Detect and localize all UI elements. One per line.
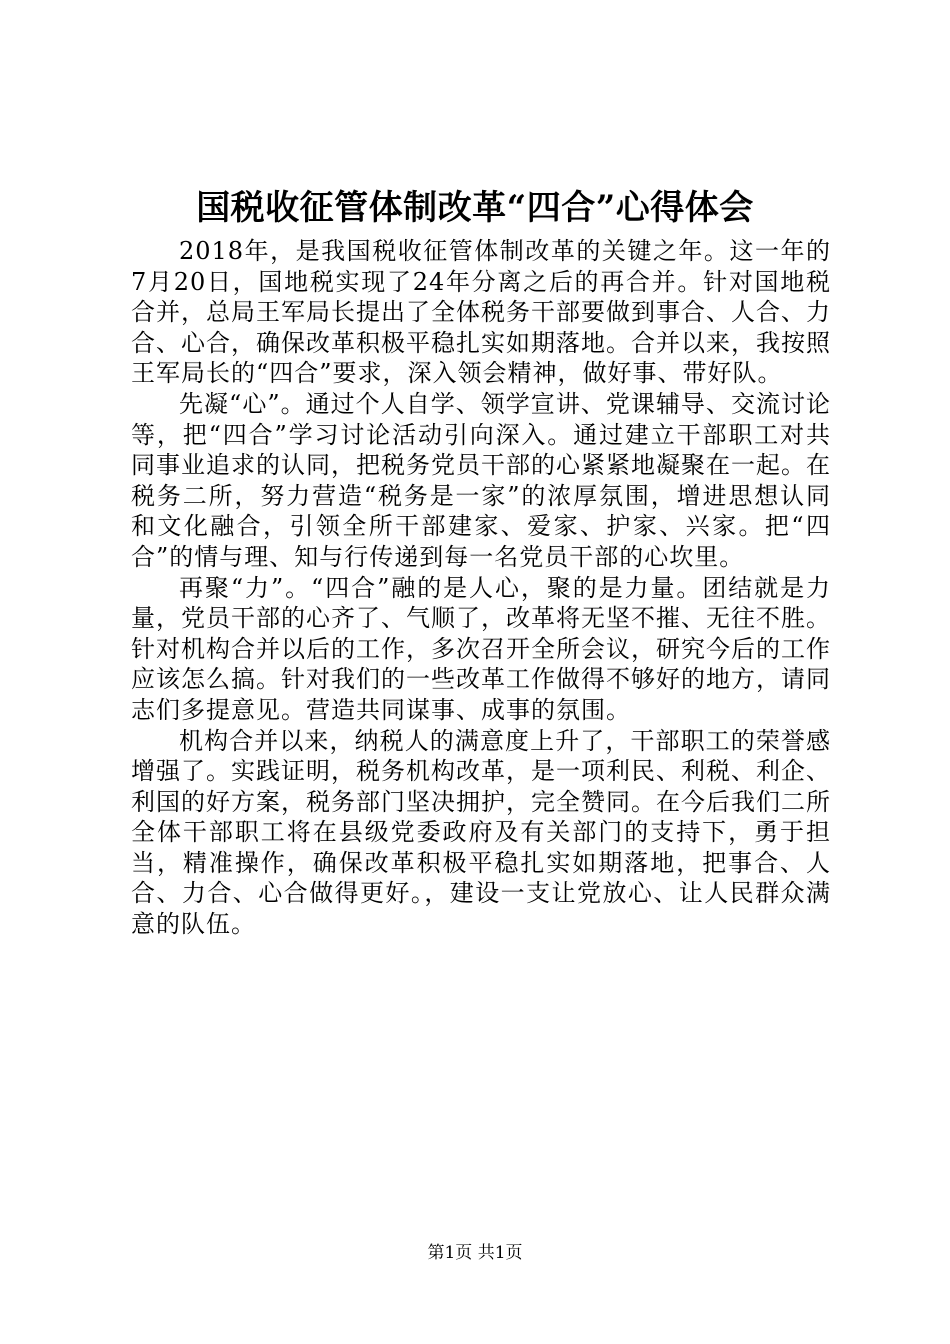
page-number-footer: 第1页 共1页	[427, 1243, 523, 1263]
paragraph-2: 先凝“心”。通过个人自学、领学宣讲、党课辅导、交流讨论等，把“四合”学习讨论活动引向深入。通过建立干部职工对共同事业追求的认同，把税务党员干部的心紧紧地凝聚在一起。在税务二所，努力营造“税务是一家”的浓厚氛围，增进思想认同和文化融合，引领全所干部建家、爱家、护家、兴家。把“四合”的情与理、知与行传递到每一名党员干部的心坎里。	[131, 389, 831, 571]
paragraph-1: 2018年，是我国税收征管体制改革的关键之年。这一年的7月20日，国地税实现了24年分离之后的再合并。针对国地税合并，总局王军局长提出了全体税务干部要做到事合、人合、力合、心合，确保改革积极平稳扎实如期落地。合并以来，我按照王军局长的“四合”要求，深入领会精神，做好事、带好队。	[131, 237, 831, 388]
paragraph-3: 再聚“力”。“四合”融的是人心，聚的是力量。团结就是力量，党员干部的心齐了、气顺了，改革将无坚不摧、无往不胜。针对机构合并以后的工作，多次召开全所会议，研究今后的工作应该怎么搞。针对我们的一些改革工作做得不够好的地方，请同志们多提意见。营造共同谋事、成事的氛围。	[131, 573, 831, 724]
document-body	[131, 236, 831, 940]
paragraph-4: 机构合并以来，纳税人的满意度上升了，干部职工的荣誉感增强了。实践证明，税务机构改革，是一项利民、利税、利企、利国的好方案，税务部门坚决拥护，完全赞同。在今后我们二所全体干部职工将在县级党委政府及有关部门的支持下，勇于担当，精准操作，确保改革积极平稳扎实如期落地，把事合、人合、力合、心合做得更好。，建设一支让党放心、让人民群众满意的队伍。	[131, 726, 831, 939]
document-title: 国税收征管体制改革“四合”心得体会	[196, 188, 754, 228]
